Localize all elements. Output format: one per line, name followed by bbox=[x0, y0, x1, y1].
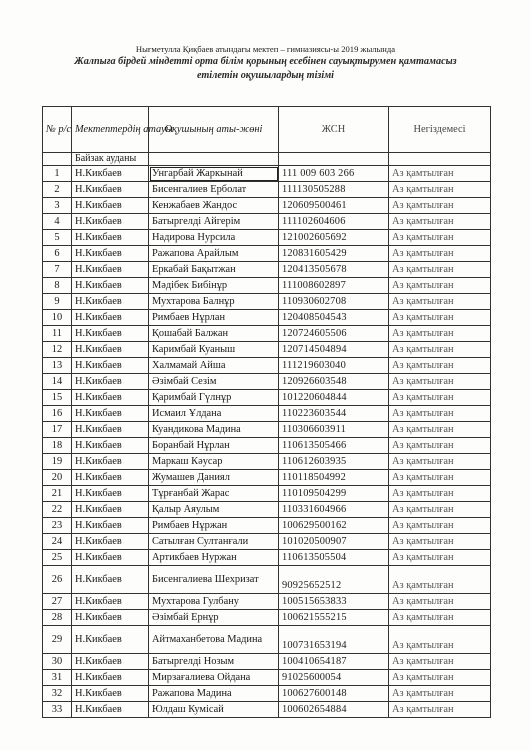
table-row bbox=[43, 230, 491, 246]
jsn-cell: 121002605692 bbox=[279, 230, 389, 246]
row-number-cell: 1 bbox=[43, 166, 72, 182]
row-number-cell: 27 bbox=[43, 594, 72, 610]
row-number-cell: 29 bbox=[43, 626, 72, 654]
student-name-cell: Еркабай Бақытжан bbox=[149, 262, 279, 278]
reason-cell: Аз қамтылған bbox=[389, 610, 491, 626]
school-cell: Н.Кикбаев bbox=[72, 342, 149, 358]
row-number-cell: 26 bbox=[43, 566, 72, 594]
reason-cell: Аз қамтылған bbox=[389, 342, 491, 358]
row-number-cell: 11 bbox=[43, 326, 72, 342]
school-cell: Н.Кикбаев bbox=[72, 166, 149, 182]
row-number-cell: 15 bbox=[43, 390, 72, 406]
reason-cell: Аз қамтылған bbox=[389, 454, 491, 470]
jsn-cell: 120831605429 bbox=[279, 246, 389, 262]
school-cell: Н.Кикбаев bbox=[72, 294, 149, 310]
table-row bbox=[43, 294, 491, 310]
column-header-number: № р/с bbox=[43, 107, 72, 153]
row-number-cell: 19 bbox=[43, 454, 72, 470]
row-number-cell: 14 bbox=[43, 374, 72, 390]
school-cell: Н.Кикбаев bbox=[72, 182, 149, 198]
reason-cell: Аз қамтылған bbox=[389, 230, 491, 246]
table-row bbox=[43, 702, 491, 718]
table-row bbox=[43, 594, 491, 610]
row-number-cell: 33 bbox=[43, 702, 72, 718]
student-name-cell: Мәдібек Бибінұр bbox=[149, 278, 279, 294]
column-header-name: Оқушының аты-жөні bbox=[149, 107, 279, 153]
school-cell: Н.Кикбаев bbox=[72, 594, 149, 610]
reason-cell: Аз қамтылған bbox=[389, 670, 491, 686]
school-cell: Н.Кикбаев bbox=[72, 626, 149, 654]
district-row bbox=[43, 153, 491, 166]
student-name-cell: Бисенгалиев Ерболат bbox=[149, 182, 279, 198]
table-row bbox=[43, 550, 491, 566]
student-name-cell: Римбаев Нұржан bbox=[149, 518, 279, 534]
jsn-cell: 110930602708 bbox=[279, 294, 389, 310]
jsn-cell: 101220604844 bbox=[279, 390, 389, 406]
student-name-cell: Юлдаш Кумісай bbox=[149, 702, 279, 718]
table-row bbox=[43, 534, 491, 550]
school-cell: Н.Кикбаев bbox=[72, 374, 149, 390]
table-row bbox=[43, 438, 491, 454]
student-name-cell: Каримбай Куаныш bbox=[149, 342, 279, 358]
reason-cell: Аз қамтылған bbox=[389, 686, 491, 702]
row-number-cell: 13 bbox=[43, 358, 72, 374]
row-number-cell: 7 bbox=[43, 262, 72, 278]
school-cell: Н.Кикбаев bbox=[72, 566, 149, 594]
table-row bbox=[43, 262, 491, 278]
row-number-cell: 24 bbox=[43, 534, 72, 550]
reason-cell: Аз қамтылған bbox=[389, 518, 491, 534]
jsn-cell: 100621555215 bbox=[279, 610, 389, 626]
jsn-cell: 100629500162 bbox=[279, 518, 389, 534]
jsn-cell: 110612603935 bbox=[279, 454, 389, 470]
jsn-cell: 120926603548 bbox=[279, 374, 389, 390]
student-name-cell: Әзімбай Ернұр bbox=[149, 610, 279, 626]
reason-cell: Аз қамтылған bbox=[389, 390, 491, 406]
reason-cell: Аз қамтылған bbox=[389, 374, 491, 390]
row-number-cell: 16 bbox=[43, 406, 72, 422]
school-cell: Н.Кикбаев bbox=[72, 406, 149, 422]
table-row bbox=[43, 422, 491, 438]
table-row bbox=[43, 486, 491, 502]
reason-cell: Аз қамтылған bbox=[389, 702, 491, 718]
reason-cell: Аз қамтылған bbox=[389, 438, 491, 454]
reason-cell: Аз қамтылған bbox=[389, 594, 491, 610]
reason-cell: Аз қамтылған bbox=[389, 406, 491, 422]
school-cell: Н.Кикбаев bbox=[72, 486, 149, 502]
reason-cell: Аз қамтылған bbox=[389, 470, 491, 486]
jsn-cell: 120609500461 bbox=[279, 198, 389, 214]
student-list-table bbox=[42, 106, 491, 718]
table-row bbox=[43, 654, 491, 670]
reason-cell: Аз қамтылған bbox=[389, 534, 491, 550]
row-number-cell: 32 bbox=[43, 686, 72, 702]
student-name-cell: Қалыр Аяулым bbox=[149, 502, 279, 518]
reason-cell: Аз қамтылған bbox=[389, 626, 491, 654]
jsn-cell: 100731653194 bbox=[279, 626, 389, 654]
school-cell: Н.Кикбаев bbox=[72, 326, 149, 342]
reason-cell: Аз қамтылған bbox=[389, 566, 491, 594]
jsn-cell: 120413505678 bbox=[279, 262, 389, 278]
row-number-cell: 23 bbox=[43, 518, 72, 534]
header-title-line-1: Жалпыға бірдей міндетті орта білім қорының есебінен сауықтырумен қамтамасыз bbox=[74, 56, 457, 67]
jsn-cell: 110613505466 bbox=[279, 438, 389, 454]
table-row bbox=[43, 246, 491, 262]
student-name-cell: Жумашев Даниял bbox=[149, 470, 279, 486]
table-row bbox=[43, 670, 491, 686]
table-row bbox=[43, 454, 491, 470]
student-name-cell: Артикбаев Нуржан bbox=[149, 550, 279, 566]
school-cell: Н.Кикбаев bbox=[72, 670, 149, 686]
student-name-cell: Римбаев Нұрлан bbox=[149, 310, 279, 326]
jsn-cell: 111130505288 bbox=[279, 182, 389, 198]
reason-cell: Аз қамтылған bbox=[389, 246, 491, 262]
reason-cell: Аз қамтылған bbox=[389, 654, 491, 670]
school-cell: Н.Кикбаев bbox=[72, 534, 149, 550]
reason-cell: Аз қамтылған bbox=[389, 166, 491, 182]
table-row bbox=[43, 326, 491, 342]
table-row bbox=[43, 626, 491, 654]
reason-cell: Аз қамтылған bbox=[389, 486, 491, 502]
school-cell: Н.Кикбаев bbox=[72, 654, 149, 670]
row-number-cell: 12 bbox=[43, 342, 72, 358]
table-row bbox=[43, 502, 491, 518]
table-row bbox=[43, 390, 491, 406]
student-name-cell: Мухтарова Балнұр bbox=[149, 294, 279, 310]
table-row bbox=[43, 342, 491, 358]
row-number-cell: 4 bbox=[43, 214, 72, 230]
student-name-cell: Халмамай Айша bbox=[149, 358, 279, 374]
student-name-cell: Әзімбай Сезім bbox=[149, 374, 279, 390]
student-name-cell: Бисенгалиева Шехризат bbox=[149, 566, 279, 594]
row-number-cell: 28 bbox=[43, 610, 72, 626]
row-number-cell: 6 bbox=[43, 246, 72, 262]
student-name-cell: Надирова Нурсила bbox=[149, 230, 279, 246]
school-cell: Н.Кикбаев bbox=[72, 278, 149, 294]
jsn-cell: 101020500907 bbox=[279, 534, 389, 550]
reason-cell: Аз қамтылған bbox=[389, 262, 491, 278]
table-row bbox=[43, 310, 491, 326]
jsn-cell: 110306603911 bbox=[279, 422, 389, 438]
header-title-line-2: етілетін оқушылардың тізімі bbox=[196, 70, 335, 81]
table-row bbox=[43, 686, 491, 702]
jsn-cell: 100515653833 bbox=[279, 594, 389, 610]
school-cell: Н.Кикбаев bbox=[72, 230, 149, 246]
jsn-cell: 100602654884 bbox=[279, 702, 389, 718]
school-cell: Н.Кикбаев bbox=[72, 502, 149, 518]
jsn-cell: 111 009 603 266 bbox=[279, 166, 389, 182]
jsn-cell: 110223603544 bbox=[279, 406, 389, 422]
jsn-cell: 111008602897 bbox=[279, 278, 389, 294]
column-header-reason: Негіздемесі bbox=[389, 107, 491, 153]
table-row bbox=[43, 374, 491, 390]
reason-cell: Аз қамтылған bbox=[389, 182, 491, 198]
student-name-cell: Кенжабаев Жандос bbox=[149, 198, 279, 214]
row-number-cell: 25 bbox=[43, 550, 72, 566]
row-number-cell: 31 bbox=[43, 670, 72, 686]
school-cell: Н.Кикбаев bbox=[72, 438, 149, 454]
jsn-cell: 111102604606 bbox=[279, 214, 389, 230]
row-number-cell: 5 bbox=[43, 230, 72, 246]
district-name: Байзак ауданы bbox=[72, 153, 149, 166]
row-number-cell: 30 bbox=[43, 654, 72, 670]
school-cell: Н.Кикбаев bbox=[72, 422, 149, 438]
reason-cell: Аз қамтылған bbox=[389, 502, 491, 518]
student-name-cell: Исмаил Ұлдана bbox=[149, 406, 279, 422]
reason-cell: Аз қамтылған bbox=[389, 358, 491, 374]
school-cell: Н.Кикбаев bbox=[72, 310, 149, 326]
reason-cell: Аз қамтылған bbox=[389, 294, 491, 310]
student-name-cell: Куандикова Мадина bbox=[149, 422, 279, 438]
row-number-cell: 8 bbox=[43, 278, 72, 294]
table-row bbox=[43, 610, 491, 626]
student-name-cell: Боранбай Нұрлан bbox=[149, 438, 279, 454]
jsn-cell: 120408504543 bbox=[279, 310, 389, 326]
school-cell: Н.Кикбаев bbox=[72, 518, 149, 534]
school-cell: Н.Кикбаев bbox=[72, 358, 149, 374]
table-row bbox=[43, 566, 491, 594]
row-number-cell: 9 bbox=[43, 294, 72, 310]
school-cell: Н.Кикбаев bbox=[72, 610, 149, 626]
student-name-cell: Қаримбай Гүлнұр bbox=[149, 390, 279, 406]
reason-cell: Аз қамтылған bbox=[389, 214, 491, 230]
reason-cell: Аз қамтылған bbox=[389, 326, 491, 342]
jsn-cell: 110118504992 bbox=[279, 470, 389, 486]
table-row bbox=[43, 214, 491, 230]
school-cell: Н.Кикбаев bbox=[72, 246, 149, 262]
student-name-cell: Тұрғанбай Жарас bbox=[149, 486, 279, 502]
reason-cell: Аз қамтылған bbox=[389, 278, 491, 294]
table-row bbox=[43, 198, 491, 214]
row-number-cell: 18 bbox=[43, 438, 72, 454]
school-cell: Н.Кикбаев bbox=[72, 454, 149, 470]
student-name-cell: Ражапова Арайлым bbox=[149, 246, 279, 262]
reason-cell: Аз қамтылған bbox=[389, 550, 491, 566]
jsn-cell: 110613505504 bbox=[279, 550, 389, 566]
row-number-cell: 17 bbox=[43, 422, 72, 438]
table-row bbox=[43, 358, 491, 374]
student-name-cell: Сатылған Султанғали bbox=[149, 534, 279, 550]
student-name-cell: Мирзағалиева Ойдана bbox=[149, 670, 279, 686]
reason-cell: Аз қамтылған bbox=[389, 198, 491, 214]
row-number-cell: 10 bbox=[43, 310, 72, 326]
school-cell: Н.Кикбаев bbox=[72, 550, 149, 566]
table-row bbox=[43, 518, 491, 534]
jsn-cell: 120714504894 bbox=[279, 342, 389, 358]
school-cell: Н.Кикбаев bbox=[72, 198, 149, 214]
row-number-cell: 21 bbox=[43, 486, 72, 502]
jsn-cell: 111219603040 bbox=[279, 358, 389, 374]
student-name-cell: Маркаш Кәусар bbox=[149, 454, 279, 470]
reason-cell: Аз қамтылған bbox=[389, 310, 491, 326]
column-header-school: Мектептердің атауы bbox=[72, 107, 149, 153]
header-school-line: Нығметулла Қиқбаев атындағы мектеп – гимназиясы-ы 2019 жылында bbox=[135, 44, 396, 54]
student-name-cell: Қошабай Балжан bbox=[149, 326, 279, 342]
student-name-cell: Айтмаханбетова Мадина bbox=[149, 626, 279, 654]
student-name-cell: Ражапова Мадина bbox=[149, 686, 279, 702]
jsn-cell: 90925652512 bbox=[279, 566, 389, 594]
student-name-cell: Батыргелді Айгерім bbox=[149, 214, 279, 230]
jsn-cell: 91025600054 bbox=[279, 670, 389, 686]
school-cell: Н.Кикбаев bbox=[72, 262, 149, 278]
table-row bbox=[43, 166, 491, 182]
row-number-cell: 20 bbox=[43, 470, 72, 486]
table-row bbox=[43, 278, 491, 294]
school-cell: Н.Кикбаев bbox=[72, 214, 149, 230]
table-row bbox=[43, 182, 491, 198]
jsn-cell: 100627600148 bbox=[279, 686, 389, 702]
reason-cell: Аз қамтылған bbox=[389, 422, 491, 438]
school-cell: Н.Кикбаев bbox=[72, 390, 149, 406]
jsn-cell: 110109504299 bbox=[279, 486, 389, 502]
student-name-cell: Унгарбай Жаркынай bbox=[149, 166, 279, 182]
school-cell: Н.Кикбаев bbox=[72, 702, 149, 718]
table-row bbox=[43, 470, 491, 486]
jsn-cell: 100410654187 bbox=[279, 654, 389, 670]
school-cell: Н.Кикбаев bbox=[72, 470, 149, 486]
row-number-cell: 2 bbox=[43, 182, 72, 198]
row-number-cell: 3 bbox=[43, 198, 72, 214]
table-row bbox=[43, 406, 491, 422]
table-header-row bbox=[43, 107, 491, 153]
column-header-jsn: ЖСН bbox=[279, 107, 389, 153]
jsn-cell: 110331604966 bbox=[279, 502, 389, 518]
jsn-cell: 120724605506 bbox=[279, 326, 389, 342]
school-cell: Н.Кикбаев bbox=[72, 686, 149, 702]
student-name-cell: Батыргелді Нозым bbox=[149, 654, 279, 670]
row-number-cell: 22 bbox=[43, 502, 72, 518]
student-name-cell: Мухтарова Гулбану bbox=[149, 594, 279, 610]
